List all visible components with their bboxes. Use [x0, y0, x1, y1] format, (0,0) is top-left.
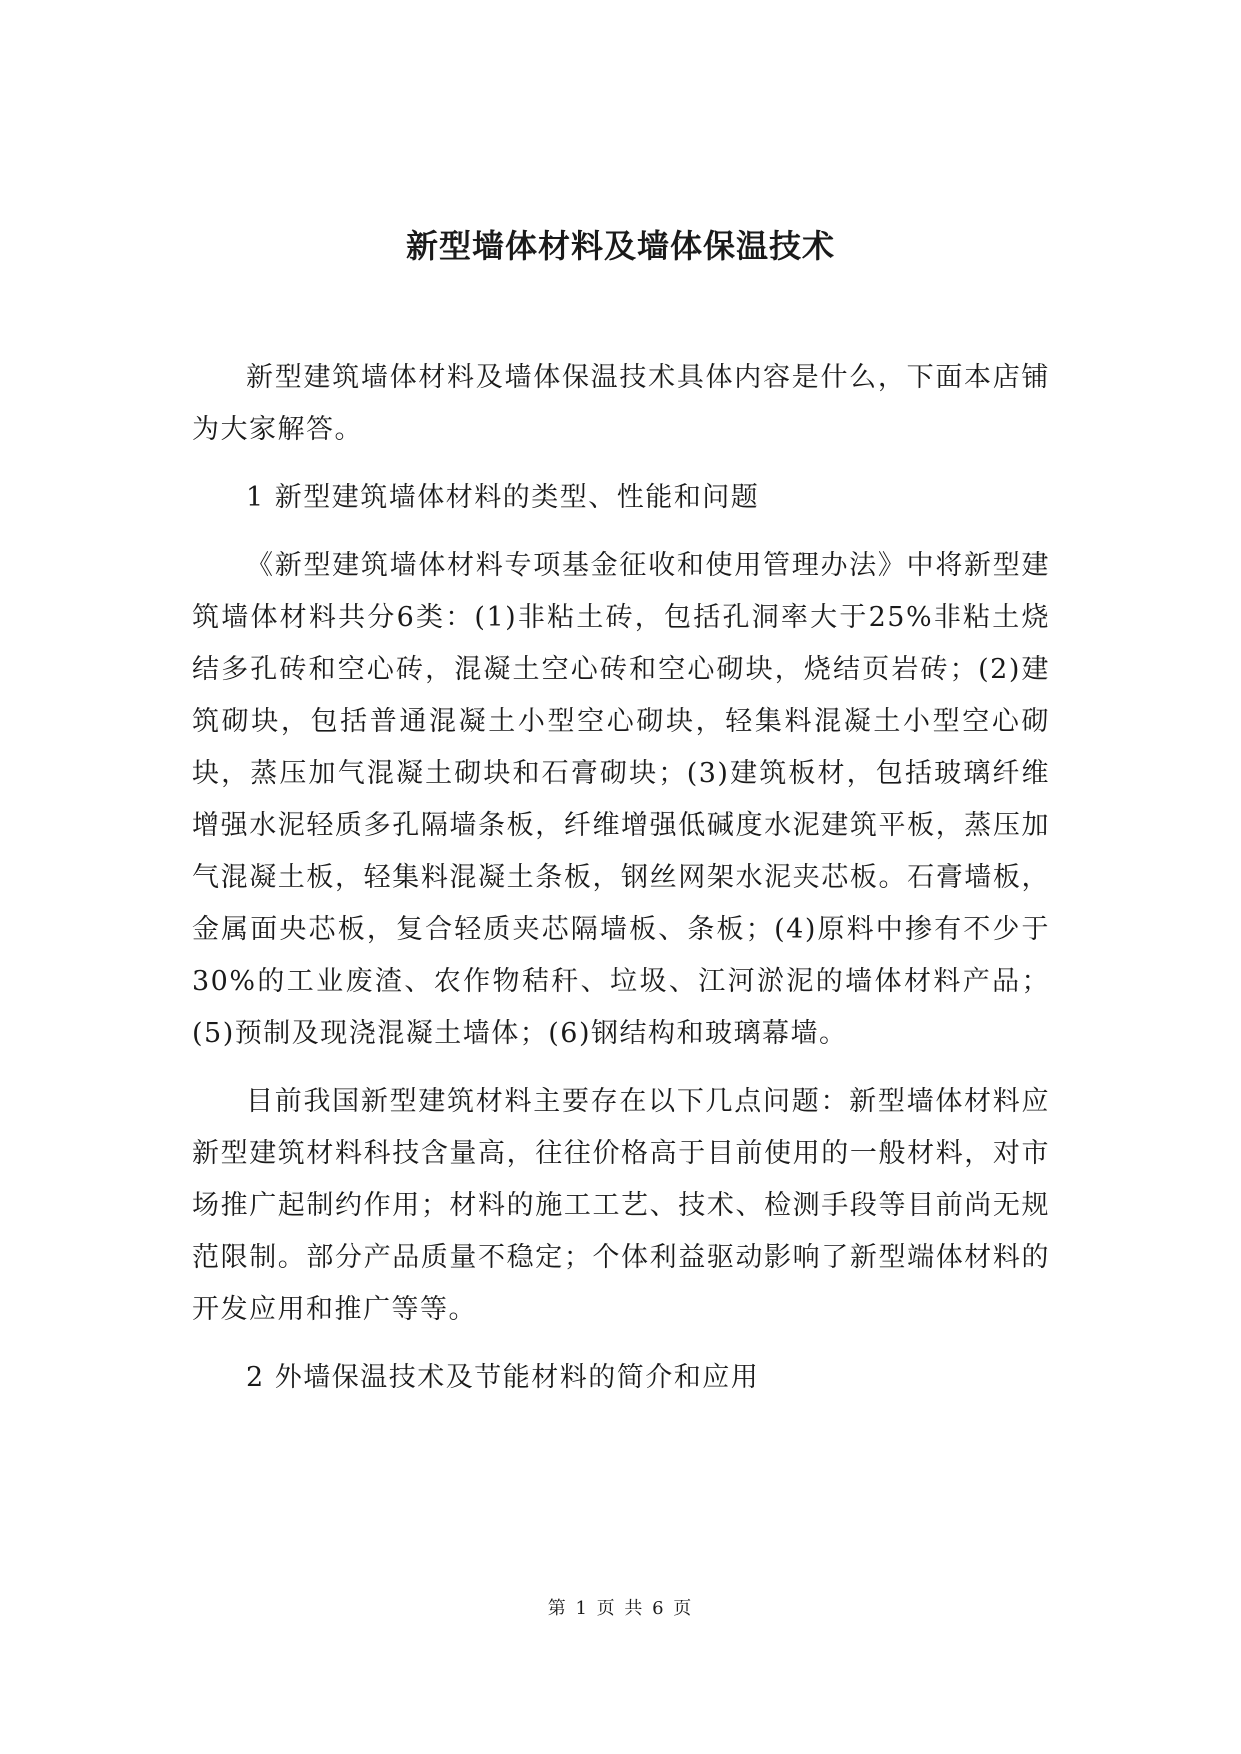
- section-heading-1: 1 新型建筑墙体材料的类型、性能和问题: [246, 482, 760, 513]
- page-footer: 第 1 页 共 6 页: [547, 1598, 694, 1619]
- intro-paragraph: 新型建筑墙体材料及墙体保温技术具体内容是什么，下面本店铺为大家解答。: [192, 362, 1050, 445]
- material-types-paragraph: 《新型建筑墙体材料专项基金征收和使用管理办法》中将新型建筑墙体材料共分6类：(1)非粘土砖，包括孔洞率大于25%非粘土烧结多孔砖和空心砖，混凝土空心砖和空心砌块，烧结页岩砖；(2)建筑砌块，包括普通混凝土小型空心砌块，轻集料混凝土小型空心砌块，蒸压加气混凝土砌块和石膏砌块；(3)建筑板材，包括玻璃纤维增强水泥轻质多孔隔墙条板，纤维增强低碱度水泥建筑平板，蒸压加气混凝土板，轻集料混凝土条板，钢丝网架水泥夹芯板。石膏墙板，金属面央芯板，复合轻质夹芯隔墙板、条板；(4)原料中掺有不少于30%的工业废渣、农作物秸秆、垃圾、江河淤泥的墙体材料产品；(5)预制及现浇混凝土墙体；(6)钢结构和玻璃幕墙。: [192, 550, 1050, 1049]
- problems-paragraph: 目前我国新型建筑材料主要存在以下几点问题：新型墙体材料应新型建筑材料科技含量高，往往价格高于目前使用的一般材料，对市场推广起制约作用；材料的施工工艺、技术、检测手段等目前尚无规范限制。部分产品质量不稳定；个体利益驱动影响了新型端体材料的开发应用和推广等等。: [192, 1086, 1050, 1325]
- document-title: 新型墙体材料及墙体保温技术: [405, 227, 835, 265]
- document-body: [192, 352, 1050, 1420]
- section-heading-2: 2 外墙保温技术及节能材料的简介和应用: [246, 1362, 760, 1393]
